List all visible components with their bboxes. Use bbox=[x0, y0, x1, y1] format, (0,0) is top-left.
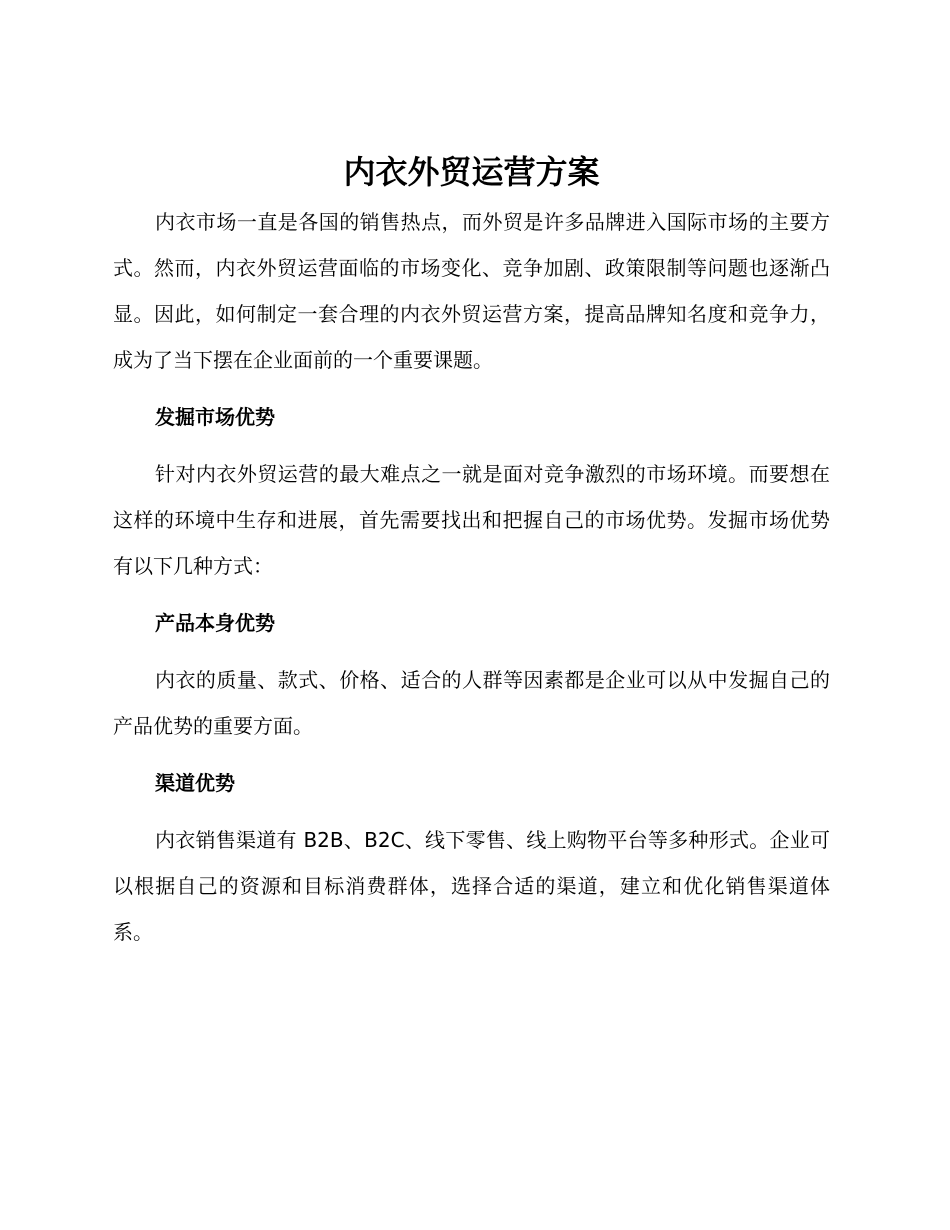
intro-paragraph: 内衣市场一直是各国的销售热点，而外贸是许多品牌进入国际市场的主要方式。然而，内衣外贸运营面临的市场变化、竞争加剧、政策限制等问题也逐渐凸显。因此，如何制定一套合理的内衣外贸运营方案，提高品牌知名度和竞争力，成为了当下摆在企业面前的一个重要课题。 bbox=[113, 210, 830, 372]
section-paragraph-market-advantage: 针对内衣外贸运营的最大难点之一就是面对竞争激烈的市场环境。而要想在这样的环境中生存和进展，首先需要找出和把握自己的市场优势。发掘市场优势有以下几种方式： bbox=[113, 462, 830, 578]
section-paragraph-product-advantage: 内衣的质量、款式、价格、适合的人群等因素都是企业可以从中发掘自己的产品优势的重要方面。 bbox=[113, 668, 830, 738]
section-paragraph-channel-advantage: 内衣销售渠道有 B2B、B2C、线下零售、线上购物平台等多种形式。企业可以根据自己的资源和目标消费群体，选择合适的渠道，建立和优化销售渠道体系。 bbox=[113, 828, 830, 944]
section-heading-channel-advantage: 渠道优势 bbox=[155, 771, 235, 795]
section-heading-product-advantage: 产品本身优势 bbox=[155, 611, 275, 635]
document-title: 内衣外贸运营方案 bbox=[343, 153, 600, 191]
section-heading-market-advantage: 发掘市场优势 bbox=[155, 405, 275, 429]
document-page bbox=[113, 148, 830, 955]
